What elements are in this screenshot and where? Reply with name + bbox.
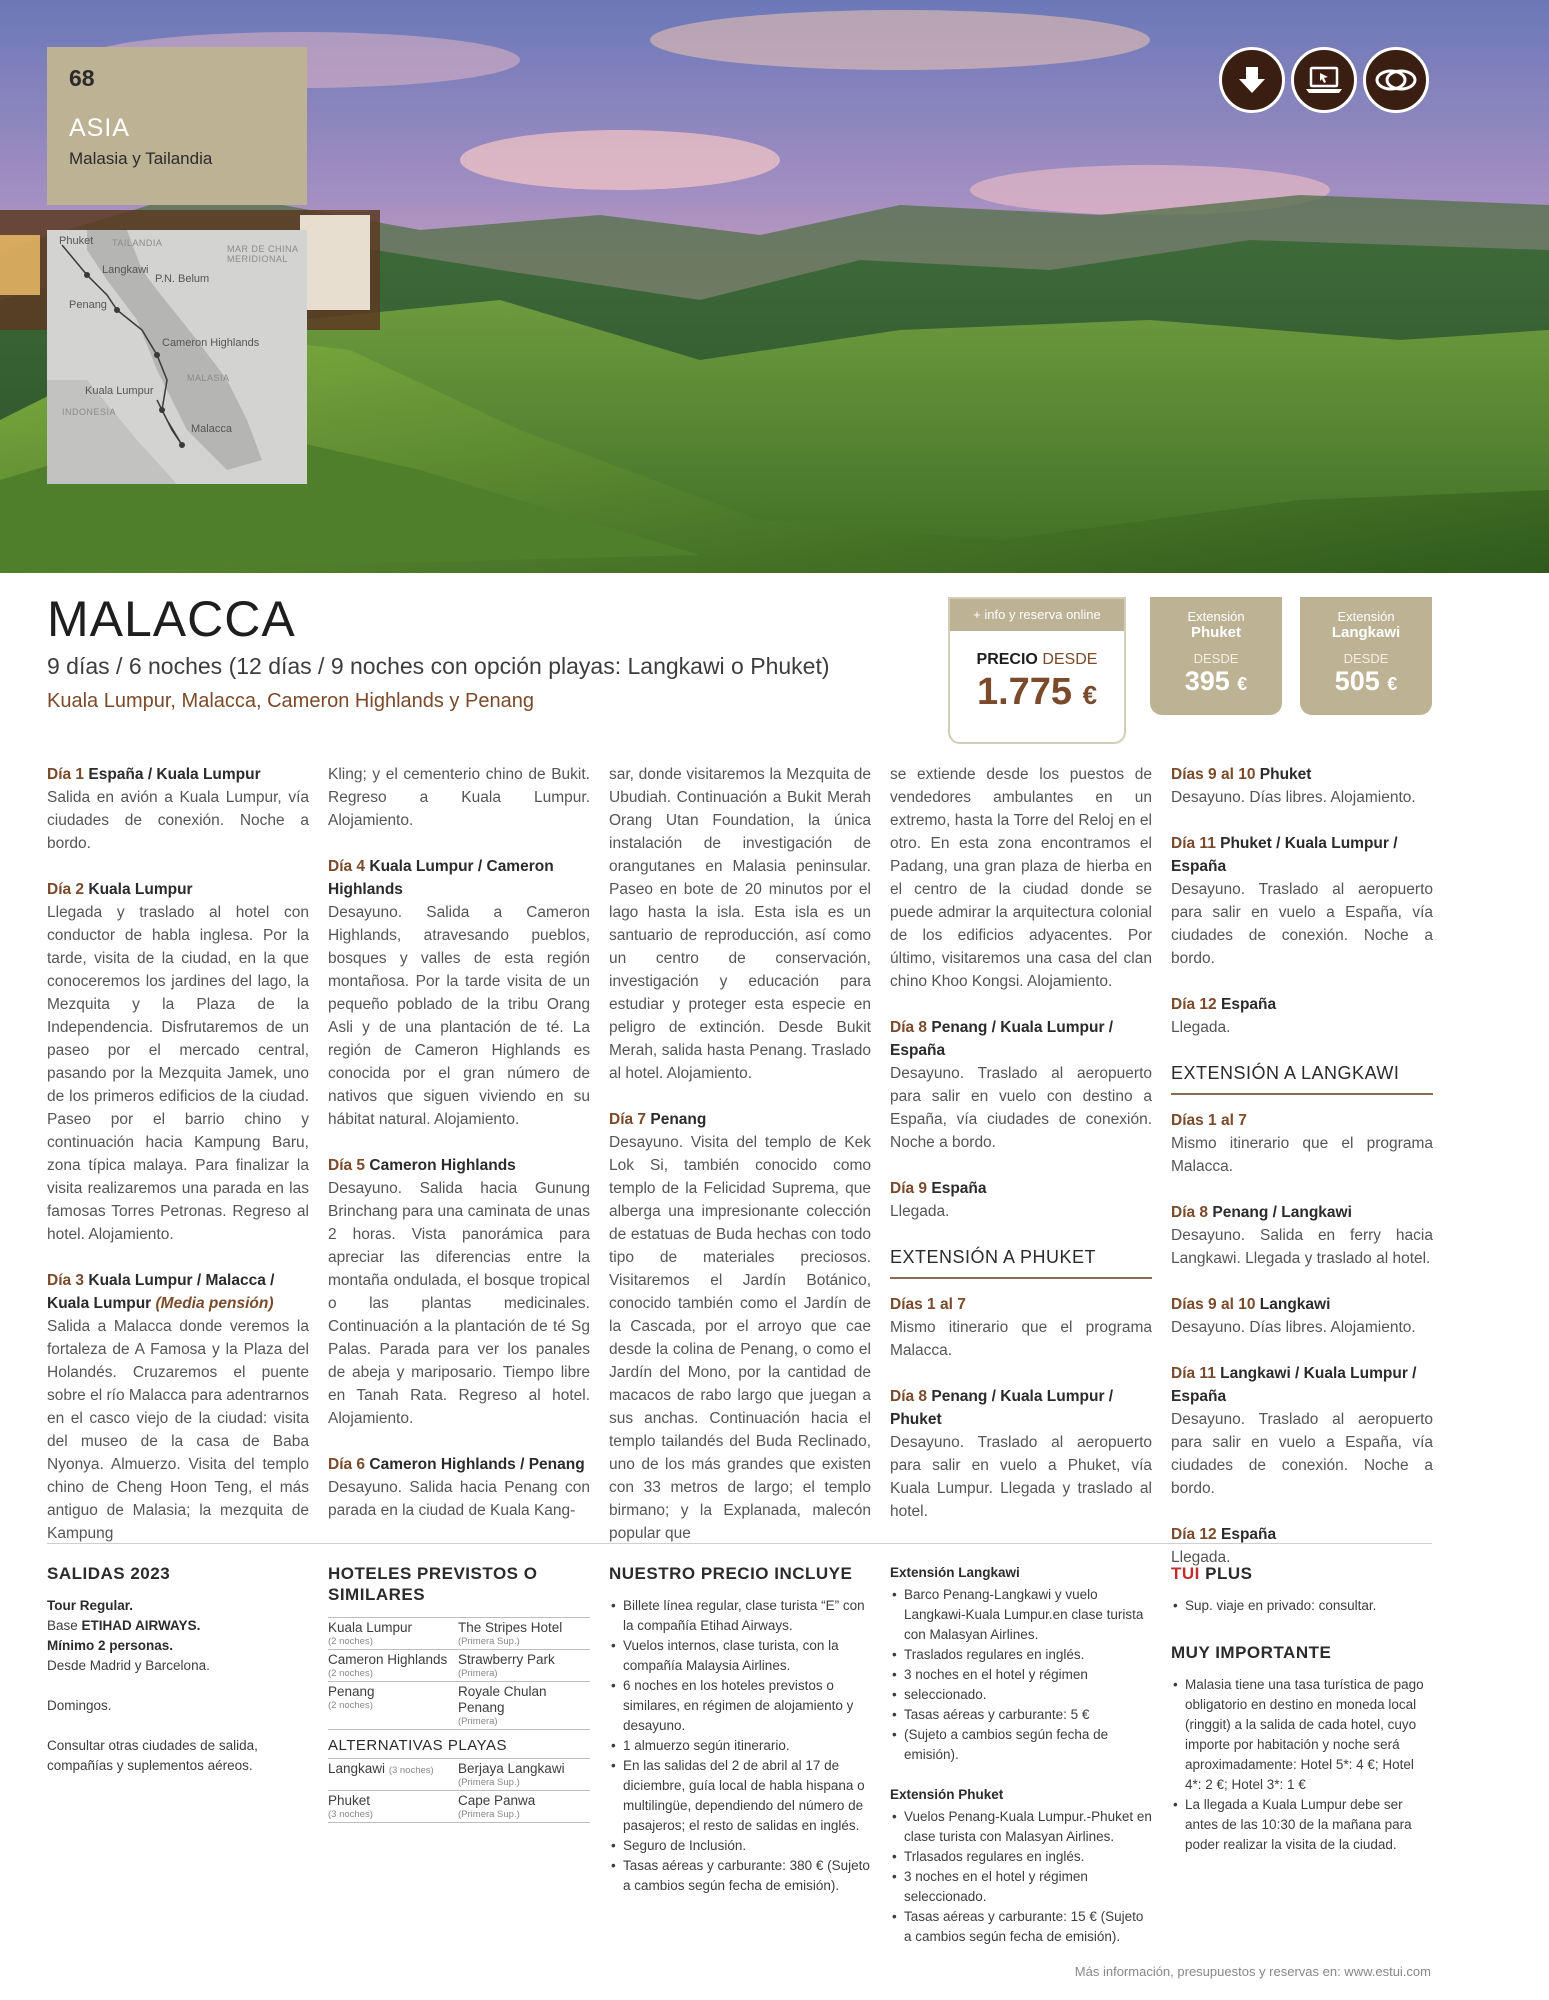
day-heading	[1171, 832, 1433, 878]
langkawi-day-8	[1171, 1201, 1433, 1270]
day-text: Desayuno. Visita del templo de Kek Lok Si, también conocido como templo de la Felicidad Suprema, que alberga una impresionante colección de estatuas de Buda hechas con todo tipo de materiales preciosos. Visitaremos el Jardín Botánico, conocido también como el Jardín de la Cascada, por el arroyo que cae desde la colina de Penang, o como el Jardín del Mono, por la cantidad de macacos de rabo largo que juegan a sus anchas. Continuación hacia el templo tailandés del Buda Reclinado, uno de los más grandes que existen con 33 metros de largo; el templo birmano; y la Explanada, malecón popular que	[609, 1134, 871, 1542]
day-2	[47, 878, 309, 1246]
hotel-category: (Primera Sup.)	[458, 1809, 520, 1820]
hotel-city: Langkawi	[328, 1761, 386, 1776]
day-8	[890, 1016, 1152, 1154]
laptop-icon[interactable]	[1291, 47, 1357, 113]
alternatives-heading: ALTERNATIVAS PLAYAS	[328, 1736, 590, 1759]
importante-heading: MUY IMPORTANTE	[1171, 1643, 1332, 1662]
phuket-extension-heading: EXTENSIÓN A PHUKET	[890, 1246, 1152, 1279]
phuket-days-1-7	[890, 1293, 1152, 1362]
day-heading	[890, 1177, 1152, 1200]
day-number: Día 8	[1171, 1204, 1209, 1221]
base-value: ETIHAD AIRWAYS.	[81, 1618, 201, 1633]
tui-brand: TUI	[1171, 1564, 1200, 1583]
day-heading	[1171, 1201, 1433, 1224]
day-number: Día 12	[1171, 996, 1217, 1013]
region-tag	[47, 47, 307, 205]
salidas-section	[47, 1563, 287, 1776]
map-label-phuket: Phuket	[59, 235, 94, 247]
alternatives-table	[328, 1759, 590, 1823]
day-text: Mismo itinerario que el programa Malacca.	[1171, 1135, 1433, 1175]
map-label-langkawi: Langkawi	[102, 264, 149, 276]
hotel-category: (Primera Sup.)	[458, 1636, 520, 1647]
list-item: • 1 almuerzo según itinerario.	[609, 1736, 871, 1756]
map-label-indonesia: INDONESIA	[62, 407, 117, 417]
incluye-heading: NUESTRO PRECIO INCLUYE	[609, 1564, 853, 1583]
hotel-city: Cameron Highlands	[328, 1652, 448, 1667]
hotels-table	[328, 1617, 590, 1730]
day-number: Día 11	[1171, 835, 1216, 852]
itinerary-column-4	[890, 763, 1152, 1546]
day-title: Penang / Kuala Lumpur / Phuket	[890, 1388, 1114, 1428]
price-amount: 1.775	[976, 671, 1073, 713]
map-label-malasia: MALASIA	[187, 373, 230, 383]
region-sub-label: Malasia y Tailandia	[69, 149, 213, 168]
extensions-incluye-section	[890, 1563, 1152, 1947]
day-text: Llegada.	[1171, 1549, 1231, 1566]
phuket-day-11	[1171, 832, 1433, 970]
extension-amount: 395	[1184, 666, 1230, 696]
hotel-nights: (2 noches)	[328, 1668, 373, 1679]
hotel-name: Strawberry Park	[458, 1652, 555, 1667]
langkawi-extension-heading: EXTENSIÓN A LANGKAWI	[1171, 1062, 1433, 1095]
day-text: sar, donde visitaremos la Mezquita de Ubudiah. Continuación a Bukit Merah Orang Utan Foundation, la única instalación de investigación de orangutanes en Malasia peninsular. Paseo en bote de 20 minutos por el lago hasta la isla. Esta isla es un santuario de reproducción, así como un centro de conservación, investigación y educación para estudiar y proteger esta especie en peligro de extinción. Desde Bukit Merah, salida hasta Penang. Traslado al hotel. Alojamiento.	[609, 766, 871, 1082]
day-number: Días 1 al 7	[1171, 1112, 1247, 1129]
day-title: España / Kuala Lumpur	[88, 766, 261, 783]
hotel-city: Penang	[328, 1684, 375, 1699]
day-number: Día 9	[890, 1180, 928, 1197]
day-heading	[1171, 1109, 1433, 1132]
day-heading	[47, 878, 309, 901]
phuket-days-9-10	[1171, 763, 1433, 809]
extension-price	[1300, 666, 1432, 697]
day-title: Penang / Langkawi	[1212, 1204, 1352, 1221]
day-title: Kuala Lumpur / Malacca / Kuala Lumpur	[47, 1272, 275, 1312]
download-icon[interactable]	[1219, 47, 1285, 113]
extension-label: Extensión	[1187, 609, 1245, 624]
extension-currency: €	[1387, 674, 1398, 694]
day-text: Mismo itinerario que el programa Malacca.	[890, 1319, 1152, 1359]
day-number: Día 3	[47, 1272, 85, 1289]
day-1	[47, 763, 309, 855]
consult-note: Consultar otras ciudades de salida, compañías y suplementos aéreos.	[47, 1738, 258, 1773]
day-text: Desayuno. Salida hacia Penang con parada en la ciudad de Kuala Kang-	[328, 1479, 590, 1519]
table-row	[328, 1791, 590, 1823]
day-heading	[1171, 1362, 1433, 1408]
list-item: • 3 noches en el hotel y régimen	[890, 1665, 1152, 1685]
day-number: Día 4	[328, 858, 366, 875]
day-number: Día 11	[1171, 1365, 1216, 1382]
price-label	[950, 651, 1124, 669]
tui-plus-section	[1171, 1563, 1433, 1855]
day-heading	[328, 1154, 590, 1177]
day-number: Día 2	[47, 881, 85, 898]
day-text: Desayuno. Traslado al aeropuerto para salir en vuelo a Phuket, vía Kuala Lumpur. Llegada y traslado al hotel.	[890, 1434, 1152, 1520]
hotel-nights: (2 noches)	[328, 1636, 373, 1647]
tour-type: Tour Regular.	[47, 1598, 134, 1613]
hotel-name: Cape Panwa	[458, 1793, 536, 1808]
itinerary-column-3	[609, 763, 871, 1568]
ext-phuket-list	[890, 1807, 1152, 1947]
day-heading	[328, 855, 590, 901]
day-title: Cameron Highlands / Penang	[369, 1456, 585, 1473]
base-label: Base	[47, 1618, 78, 1633]
extension-price	[1150, 666, 1282, 697]
footer-info[interactable]: Más información, presupuestos y reservas en: www.estui.com	[1074, 1964, 1431, 1979]
day-title: Phuket	[1259, 766, 1312, 783]
map-label-tailandia: TAILANDIA	[112, 238, 163, 248]
extension-phuket-box[interactable]	[1150, 597, 1282, 715]
hotel-name: Berjaya Langkawi	[458, 1761, 565, 1776]
list-item: • La llegada a Kuala Lumpur debe ser antes de las 10:30 de la mañana para poder realizar la visita de la ciudad.	[1171, 1795, 1433, 1855]
region-label: ASIA	[69, 114, 130, 142]
hotel-nights: (3 noches)	[328, 1809, 373, 1820]
route-map	[47, 230, 307, 484]
extension-label: Extensión	[1337, 609, 1395, 624]
day-title: Penang / Kuala Lumpur / España	[890, 1019, 1114, 1059]
trip-cities: Kuala Lumpur, Malacca, Cameron Highlands y Penang	[47, 690, 534, 712]
price-label-text: PRECIO	[976, 651, 1038, 668]
day-heading	[890, 1293, 1152, 1316]
table-row	[328, 1759, 590, 1791]
day-6	[328, 1453, 590, 1522]
phuket-day-8	[890, 1385, 1152, 1523]
list-item: • Billete línea regular, clase turista “E” con la compañía Etihad Airways.	[609, 1596, 871, 1636]
day-text: Desayuno. Traslado al aeropuerto para salir en vuelo a España, vía ciudades de conexión. Noche a bordo.	[1171, 1411, 1433, 1497]
price-currency: €	[1082, 680, 1098, 710]
list-item: • Barco Penang-Langkawi y vuelo Langkawi-Kuala Lumpur.en clase turista con Malasyan Airlines.	[890, 1585, 1152, 1645]
page-title: MALACCA	[47, 591, 296, 647]
online-booking-link[interactable]: + info y reserva online	[950, 599, 1124, 631]
hotel-name: Royale Chulan Penang	[458, 1684, 547, 1715]
extension-amount: 505	[1334, 666, 1380, 696]
day-title: Phuket / Kuala Lumpur / España	[1171, 835, 1398, 875]
extension-from: DESDE	[1343, 651, 1389, 666]
day-number: Días 9 al 10	[1171, 1296, 1256, 1313]
trip-duration: 9 días / 6 noches (12 días / 9 noches con opción playas: Langkawi o Phuket)	[47, 653, 830, 679]
itinerary-column-5	[1171, 763, 1433, 1592]
extension-langkawi-box[interactable]	[1300, 597, 1432, 715]
day-number: Día 8	[890, 1388, 928, 1405]
day-text: Salida en avión a Kuala Lumpur, vía ciudades de conexión. Noche a bordo.	[47, 789, 309, 852]
day-text: Llegada.	[1171, 1019, 1231, 1036]
hotel-category: (Primera)	[458, 1716, 498, 1727]
incluye-list	[609, 1596, 871, 1896]
ext-phuket-heading: Extensión Phuket	[890, 1787, 1004, 1802]
day-9	[890, 1177, 1152, 1223]
list-item: • Tasas aéreas y carburante: 5 €	[890, 1705, 1152, 1725]
hoteles-heading: HOTELES PREVISTOS O SIMILARES	[328, 1564, 538, 1604]
phuket-day-12	[1171, 993, 1433, 1039]
day-text: Desayuno. Traslado al aeropuerto para salir en vuelo a España, vía ciudades de conexión. Noche a bordo.	[1171, 881, 1433, 967]
day-text: Desayuno. Salida en ferry hacia Langkawi. Llegada y traslado al hotel.	[1171, 1227, 1433, 1267]
day-number: Días 1 al 7	[890, 1296, 966, 1313]
itinerary-column-1	[47, 763, 309, 1568]
departure-days: Domingos.	[47, 1698, 112, 1713]
day-heading	[890, 1016, 1152, 1062]
section-divider	[47, 1543, 1432, 1544]
day-5	[328, 1154, 590, 1430]
list-item: • En las salidas del 2 de abril al 17 de diciembre, guía local de habla hispana o multilingüe, dependiendo del número de pasajeros; el resto de salidas en inglés.	[609, 1756, 871, 1836]
map-label-sea: MAR DE CHINA MERIDIONAL	[227, 244, 299, 264]
day-number: Día 5	[328, 1157, 366, 1174]
list-item: • Seguro de Inclusión.	[609, 1836, 871, 1856]
base-airline	[47, 1616, 287, 1636]
day-title: Langkawi / Kuala Lumpur / España	[1171, 1365, 1417, 1405]
list-item: • Trlasados regulares en inglés.	[890, 1847, 1152, 1867]
day-text: se extiende desde los puestos de vendedores ambulantes en un extremo, hasta la Torre del Reloj en el otro. En esta zona encontramos el Padang, una gran plaza de hierba en el centro de la ciudad donde se puede admirar la arquitectura colonial de los edificios adyacentes. Por último, visitaremos una casa del clan chino Khoo Kongsi. Alojamiento.	[890, 766, 1152, 990]
importante-list	[1171, 1675, 1433, 1855]
map-label-cameron: Cameron Highlands	[162, 337, 260, 349]
day-7-continued	[890, 763, 1152, 993]
list-item: • Tasas aéreas y carburante: 380 € (Sujeto a cambios según fecha de emisión).	[609, 1856, 871, 1896]
day-title: Cameron Highlands	[369, 1157, 516, 1174]
list-item: • (Sujeto a cambios según fecha de emisión).	[890, 1725, 1152, 1765]
price-box[interactable]	[948, 597, 1126, 744]
action-icons	[1219, 47, 1429, 113]
departure-cities: Desde Madrid y Barcelona.	[47, 1658, 210, 1673]
day-text: Desayuno. Salida a Cameron Highlands, atravesando pueblos, bosques y valles de esta región montañosa. Por la tarde visita de un pequeño poblado de la tribu Orang Asli y de una plantación de té. La región de Cameron Highlands es conocida por el gran número de nativos que siguen viviendo en su hábitat natural. Alojamiento.	[328, 904, 590, 1128]
day-number: Día 8	[890, 1019, 928, 1036]
hotel-city: Phuket	[328, 1793, 371, 1808]
day-text: Salida a Malacca donde veremos la fortaleza de A Famosa y la Plaza del Holandés. Cruzaremos el puente sobre el río Malacca para adentrarnos en el casco viejo de la ciudad: visita del museo de la casa de Baba Nyonya. Almuerzo. Visita del templo chino de Cheng Hoon Teng, el más antiguo de Malasia; la mezquita de Kampung	[47, 1318, 309, 1542]
table-row	[328, 1682, 590, 1730]
extension-from: DESDE	[1193, 651, 1239, 666]
day-3	[47, 1269, 309, 1545]
plus-label: PLUS	[1205, 1564, 1253, 1583]
day-heading	[47, 763, 309, 786]
day-heading	[890, 1385, 1152, 1431]
day-heading	[609, 1108, 871, 1131]
langkawi-days-9-10	[1171, 1293, 1433, 1339]
list-item: • Malasia tiene una tasa turística de pago obligatorio en destino en moneda local (ringgit) a la salida de cada hotel, cuyo importe por habitación y noche será aproximadamente: Hotel 5*: 4 €; Hotel 4*: 2 €; Hotel 3*: 1 €	[1171, 1675, 1433, 1795]
hotel-nights: (3 noches)	[388, 1765, 434, 1776]
day-title: España	[931, 1180, 987, 1197]
day-number: Día 1	[47, 766, 85, 783]
day-meal-plan: (Media pensión)	[155, 1295, 274, 1312]
list-item: • Traslados regulares en inglés.	[890, 1645, 1152, 1665]
day-heading	[1171, 763, 1433, 786]
day-6-continued	[609, 763, 871, 1085]
day-text: Kling; y el cementerio chino de Bukit. Regreso a Kuala Lumpur. Alojamiento.	[328, 766, 590, 829]
itinerary-column-2	[328, 763, 590, 1545]
day-number: Día 12	[1171, 1526, 1217, 1543]
day-text: Desayuno. Traslado al aeropuerto para salir en vuelo con destino a España, vía ciudades de conexión. Noche a bordo.	[890, 1065, 1152, 1151]
list-item: • Vuelos Penang-Kuala Lumpur.-Phuket en clase turista con Malasyan Airlines.	[890, 1807, 1152, 1847]
list-item: • seleccionado.	[890, 1685, 1152, 1705]
day-3-continued	[328, 763, 590, 832]
day-title: Kuala Lumpur / Cameron Highlands	[328, 858, 554, 898]
day-number: Día 7	[609, 1111, 647, 1128]
day-text: Llegada y traslado al hotel con conductor de habla inglesa. Por la tarde, visita de la ciudad, en la que conoceremos los jardines del lago, la Mezquita y la Plaza de la Independencia. Disfrutaremos de un paseo por el mercado central, pasando por la Mezquita Jamek, uno de los primeros edificios de la ciudad. Paseo por el barrio chino y continuación hacia Kampung Baru, zona típica malaya. Para finalizar la visita realizaremos una parada en las famosas Torres Petronas. Regreso al hotel. Alojamiento.	[47, 904, 309, 1243]
day-number: Días 9 al 10	[1171, 766, 1256, 783]
tui-plus-list	[1171, 1596, 1433, 1616]
hotel-name: The Stripes Hotel	[458, 1620, 563, 1635]
langkawi-days-1-7	[1171, 1109, 1433, 1178]
map-label-belum: P.N. Belum	[155, 273, 210, 285]
extension-currency: €	[1237, 674, 1248, 694]
list-item: • 3 noches en el hotel y régimen seleccionado.	[890, 1867, 1152, 1907]
hotel-nights: (2 noches)	[328, 1700, 373, 1711]
day-text: Desayuno. Salida hacia Gunung Brinchang para una caminata de unas 2 horas. Vista panorámica para apreciar las diferencias entre la montaña ondulada, el bosque tropical o las plantas medicinales. Continuación a la plantación de té Sg Palas. Parada para ver los panales de abeja y mariposario. Tiempo libre en Tanah Rata. Regreso al hotel. Alojamiento.	[328, 1180, 590, 1427]
day-4	[328, 855, 590, 1131]
day-title: España	[1220, 996, 1277, 1013]
day-heading	[1171, 993, 1433, 1016]
map-label-kuala-lumpur: Kuala Lumpur	[85, 385, 154, 397]
tui-plus-heading	[1171, 1563, 1433, 1584]
list-item: • 6 noches en los hoteles previstos o similares, en régimen de alojamiento y desayuno.	[609, 1676, 871, 1736]
ext-langkawi-heading: Extensión Langkawi	[890, 1565, 1020, 1580]
map-label-penang: Penang	[69, 299, 107, 311]
day-title: Langkawi	[1259, 1296, 1331, 1313]
list-item: • Vuelos internos, clase turista, con la compañía Malaysia Airlines.	[609, 1636, 871, 1676]
extension-name: Phuket	[1190, 624, 1241, 641]
day-title: Kuala Lumpur	[88, 881, 193, 898]
day-heading	[1171, 1293, 1433, 1316]
day-text: Desayuno. Días libres. Alojamiento.	[1171, 1319, 1416, 1336]
day-7	[609, 1108, 871, 1545]
price-from-text: DESDE	[1042, 651, 1098, 668]
map-label-malacca: Malacca	[191, 423, 232, 435]
table-row	[328, 1618, 590, 1650]
hotel-category: (Primera)	[458, 1668, 498, 1679]
hoteles-section	[328, 1563, 590, 1823]
table-row	[328, 1650, 590, 1682]
page-number: 68	[69, 65, 95, 91]
rings-icon[interactable]	[1363, 47, 1429, 113]
price-value	[950, 671, 1124, 714]
hotel-category: (Primera Sup.)	[458, 1777, 520, 1788]
langkawi-day-11	[1171, 1362, 1433, 1500]
list-item: • Tasas aéreas y carburante: 15 € (Sujeto a cambios según fecha de emisión).	[890, 1907, 1152, 1947]
day-title: España	[1220, 1526, 1277, 1543]
day-heading	[47, 1269, 309, 1315]
ext-langkawi-list	[890, 1585, 1152, 1765]
day-heading	[328, 1453, 590, 1476]
day-number: Día 6	[328, 1456, 366, 1473]
day-text: Llegada.	[890, 1203, 950, 1220]
list-item: • Sup. viaje en privado: consultar.	[1171, 1596, 1433, 1616]
salidas-heading: SALIDAS 2023	[47, 1564, 171, 1583]
hotel-city: Kuala Lumpur	[328, 1620, 413, 1635]
extension-name: Langkawi	[1331, 624, 1401, 641]
incluye-section	[609, 1563, 871, 1896]
day-text: Desayuno. Días libres. Alojamiento.	[1171, 789, 1416, 806]
day-title: Penang	[650, 1111, 707, 1128]
minimum-persons: Mínimo 2 personas.	[47, 1638, 174, 1653]
